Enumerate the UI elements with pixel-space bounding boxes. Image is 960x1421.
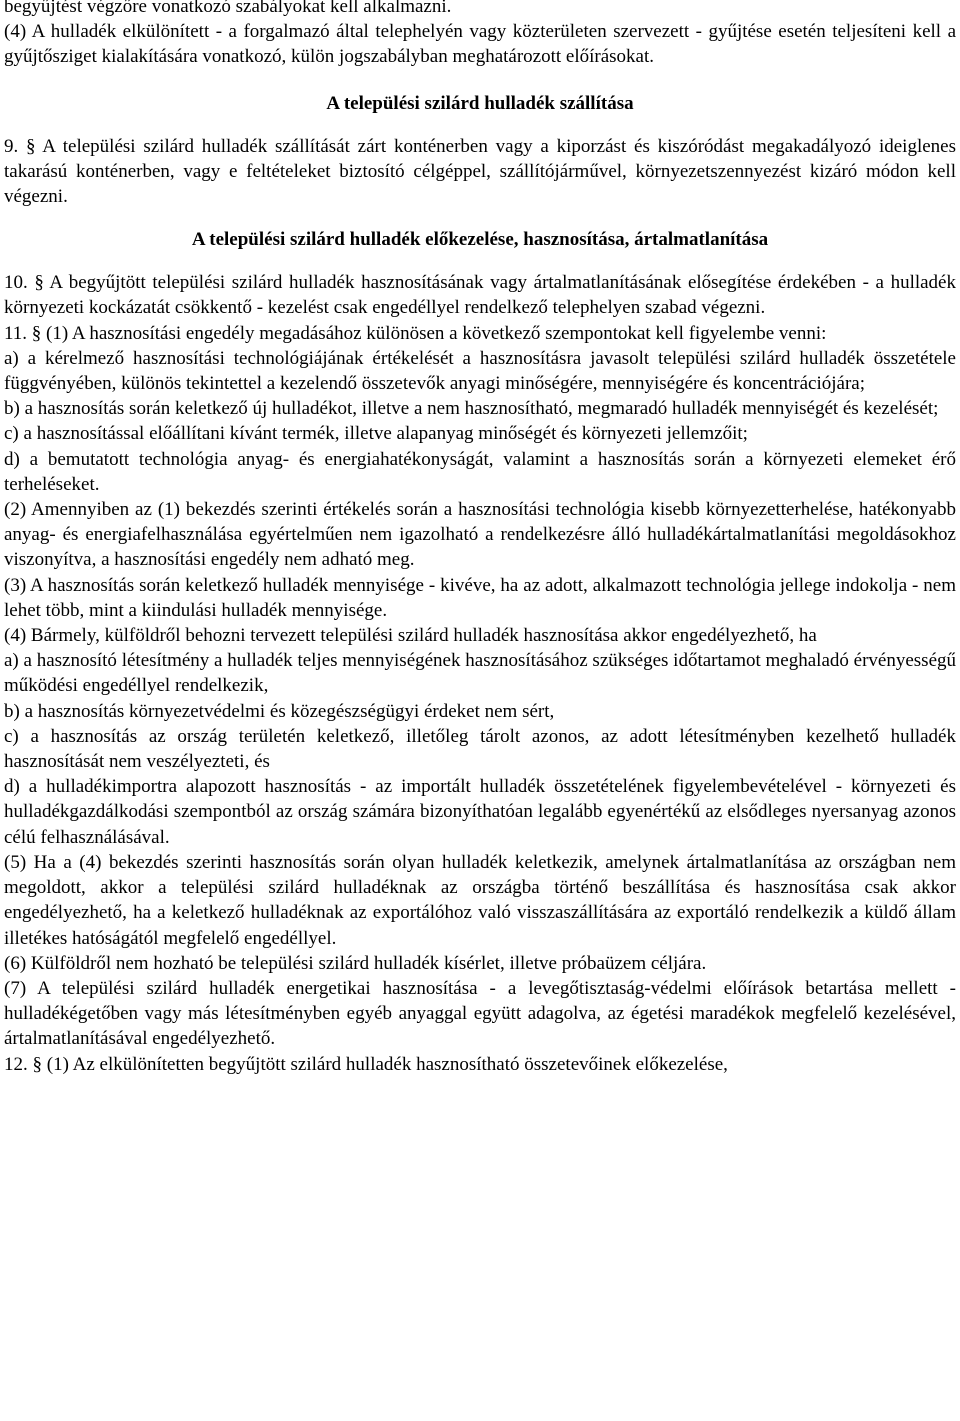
paragraph: c) a hasznosítás az ország területén keletkező, illetőleg tárolt azonos, az adott létesítményben kezelhető hulladék hasznosítását nem veszélyezteti, és [4, 725, 956, 773]
paragraph: (4) A hulladék elkülönített - a forgalmazó által telephelyén vagy közterületen szervezett - gyűjtése esetén teljesíteni kell a gyűjtősziget kialakítására vonatkozó, külön jogszabályban meghatározott előírásokat. [4, 21, 956, 68]
paragraph: begyűjtést végzőre vonatkozó szabályokat kell alkalmazni. [4, 0, 452, 17]
paragraph: 12. § (1) Az elkülönítetten begyűjtött szilárd hulladék hasznosítható összetevőinek előkezelése, [4, 1053, 728, 1075]
paragraph: (5) Ha a (4) bekezdés szerinti hasznosítás során olyan hulladék keletkezik, amelynek ártalmatlanítása az országban nem megoldott, akkor a települési szilárd hulladéknak az országba történő beszállítása és hasznosítása csak akkor engedélyezhető, ha a keletkező hulladéknak az exportálóhoz való visszaszállítására az exportáló rendelkezik a küldő állam illetékes hatóságától megfelelő engedéllyel. [4, 851, 956, 949]
paragraph: (2) Amennyiben az (1) bekezdés szerinti értékelés során a hasznosítási technológia kisebb környezetterhelése, hatékonyabb anyag- és energiafelhasználása egyértelműen nem igazolható a rendelkezésre álló hulladékártalmatlanítási megoldásokhoz viszonyítva, a hasznosítási engedély nem adható meg. [4, 499, 956, 571]
paragraph: a) a kérelmező hasznosítási technológiájának értékelését a hasznosításra javasolt települési szilárd hulladék összetétele függvényében, különös tekintettel a kezelendő összetevők anyagi minőségére, mennyiségére és koncentrációjára; [4, 347, 956, 395]
paragraph: 10. § A begyűjtött települési szilárd hulladék hasznosításának vagy ártalmatlanításának elősegítése érdekében - a hulladék környezeti kockázatát csökkentő - kezelést csak engedéllyel rendelkező telephelyen szabad végezni. [4, 272, 956, 319]
document-page [4, 0, 956, 1077]
paragraph: (3) A hasznosítás során keletkező hulladék mennyisége - kivéve, ha az adott, alkalmazott technológia jellege indokolja - nem lehet több, mint a kiindulási hulladék mennyisége. [4, 574, 956, 621]
section-heading-transport: A települési szilárd hulladék szállítása [326, 92, 634, 114]
paragraph-9: 9. § A települési szilárd hulladék szállítását zárt konténerben vagy a kiporzást és kiszóródást megakadályozó ideiglenes takarású konténerben, vagy e feltételeket biztosító célgéppel, szállítójárművel, környezetszennyezést kizáró módon kell végezni. [4, 135, 956, 208]
paragraph: a) a hasznosító létesítmény a hulladék teljes mennyiségének hasznosításához szükséges időtartamot meghaladó érvényességű működési engedéllyel rendelkezik, [4, 650, 956, 697]
paragraph: b) a hasznosítás környezetvédelmi és közegészségügyi érdeket nem sért, [4, 700, 555, 722]
section-heading-treatment: A települési szilárd hulladék előkezelése, hasznosítása, ártalmatlanítása [191, 229, 769, 251]
paragraph: d) a hulladékimportra alapozott hasznosítás - az importált hulladék összetételének figyelembevételével - környezeti és hulladékgazdálkodási szempontból az ország számára bizonyíthatóan legalább egyenértékű az elsődleges nyersanyag azonos célú felhasználásával. [4, 776, 956, 848]
paragraph: c) a hasznosítással előállítani kívánt termék, illetve alapanyag minőségét és környezeti jellemzőit; [4, 423, 748, 445]
paragraph: (4) Bármely, külföldről behozni tervezett települési szilárd hulladék hasznosítása akkor engedélyezhető, ha [4, 625, 817, 647]
paragraph: 11. § (1) A hasznosítási engedély megadásához különösen a következő szempontokat kell figyelembe venni: [4, 322, 827, 344]
paragraph: b) a hasznosítás során keletkező új hulladékot, illetve a nem hasznosítható, megmaradó hulladék mennyiségét és kezelését; [4, 398, 939, 420]
paragraph: d) a bemutatott technológia anyag- és energiahatékonyságát, valamint a hasznosítás során a környezeti elemeket érő terheléseket. [4, 448, 956, 495]
paragraph: (6) Külföldről nem hozható be települési szilárd hulladék kísérlet, illetve próbaüzem céljára. [4, 952, 707, 974]
paragraph: (7) A települési szilárd hulladék energetikai hasznosítása - a levegőtisztaság-védelmi előírások betartása mellett - hulladékégetőben vagy más létesítményben egyéb anyaggal együtt adagolva, az égetési maradékok megfelelő kezelésével, ártalmatlanításával engedélyezhető. [4, 977, 956, 1050]
